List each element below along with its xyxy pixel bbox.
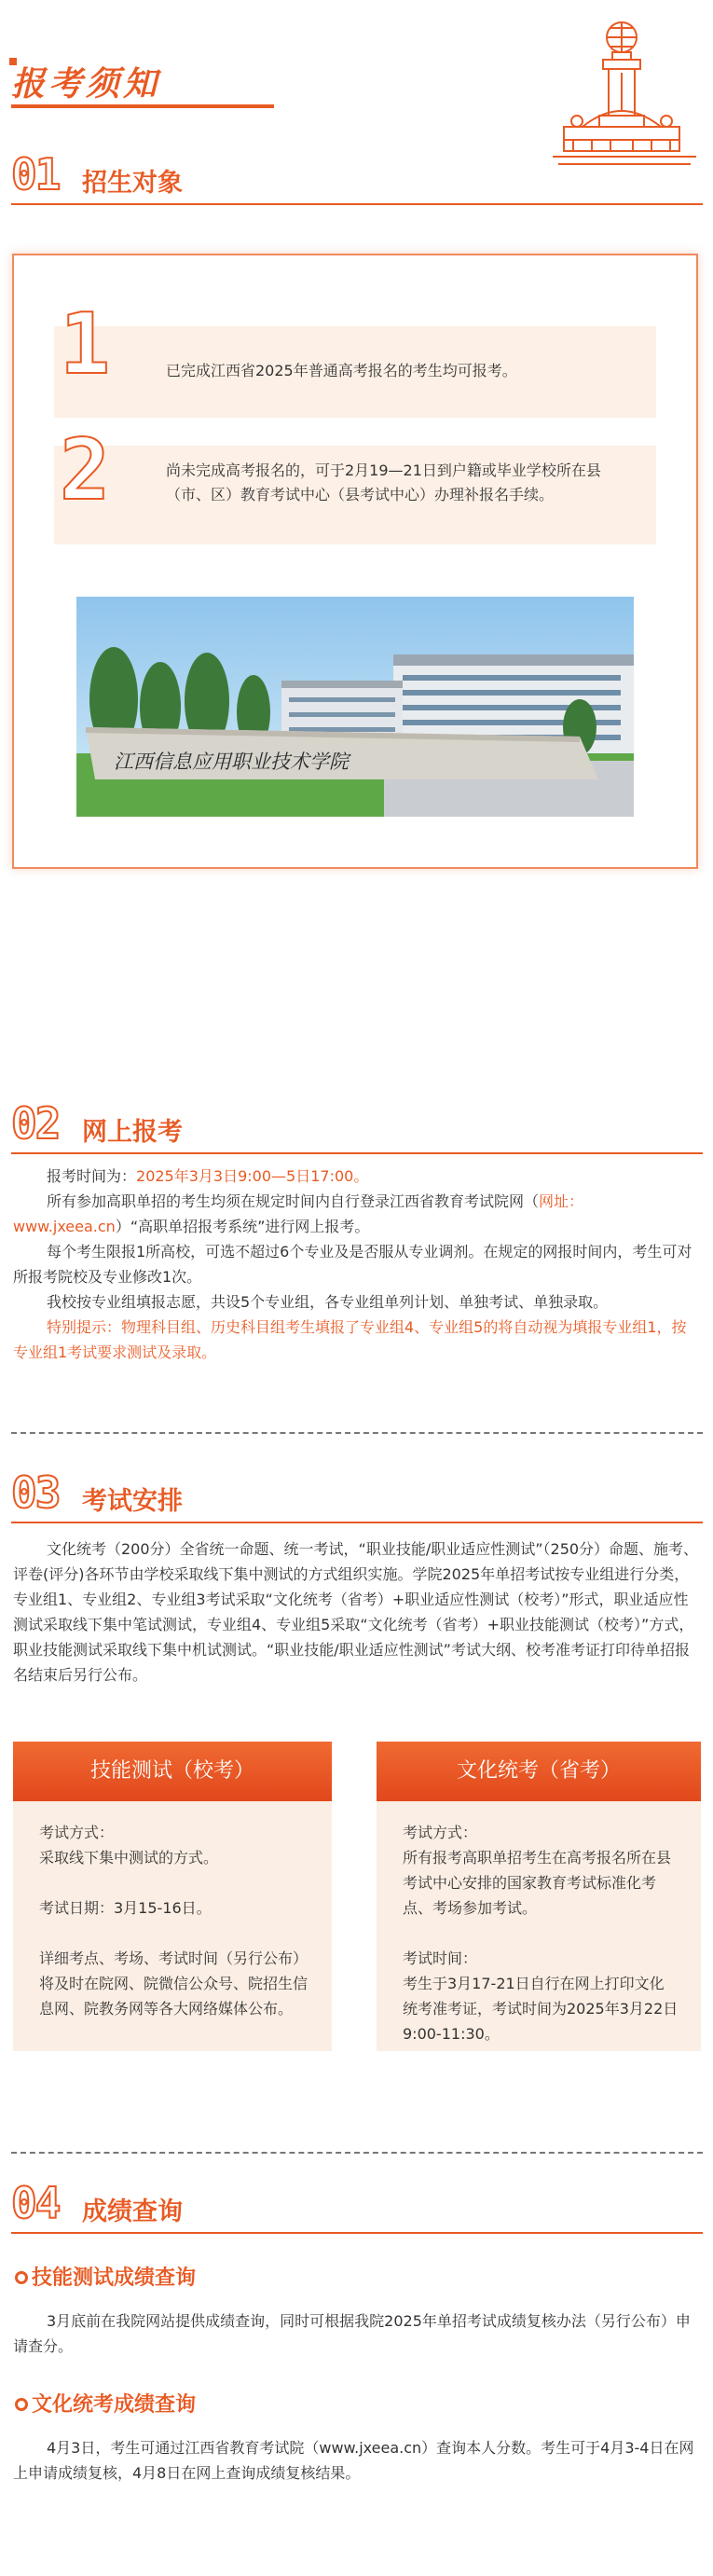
sub-bullet-icon [15,2398,28,2411]
section-2-divider [11,1152,703,1154]
card-culture-spacer [403,1921,679,1946]
registration-login-text-2: ）“高职单招报考系统”进行网上报考。 [115,1218,370,1235]
card-skill-test [13,1742,332,2051]
section-4-divider [11,2232,703,2234]
page-title: 报考须知 [11,65,161,103]
section-2-number: 02 [11,1098,60,1149]
section-3-title: 考试安排 [82,1487,183,1516]
section-4-title: 成绩查询 [82,2197,183,2226]
eligibility-item-2-text: 尚未完成高考报名的，可于2月19—21日到户籍或毕业学校所在县（市、区）教育考试中心（县考试中心）办理补报名手续。 [166,461,601,503]
registration-login [13,1189,701,1239]
card-culture-exam-body [377,1801,701,2051]
registration-info [13,1164,701,1365]
registration-time-value: 2025年3月3日9:00—5日17:00。 [136,1167,369,1185]
exam-intro: 文化统考（200分）全省统一命题、统一考试，“职业技能/职业适应性测试”（250分）命题、施考、评卷(评分)各环节由学校采取线下集中测试的方式组织实施。学院2025年单招考试按专业组进行分类，专业组1、专业组2、专业组3考试采取“文化统考（省考）+职业适应性测试（校考）”形式，职业适应性测试采取线下集中笔试测试，专业组4、专业组5采取“文化统考（省考）+职业技能测试（校考）”方式，职业技能测试采取线下集中机试测试。“职业技能/职业适应性测试”考试大纲、校考准考证打印待单招报名结束后另行公布。 [13,1540,699,1684]
card-culture-line: 考试时间： [403,1949,478,1967]
section-1-number: 01 [11,149,60,200]
section-3-number: 03 [11,1467,60,1518]
card-skill-line: 采取线下集中测试的方式。 [39,1849,219,1867]
section-3-divider [11,1522,703,1523]
title-underline [11,104,274,108]
registration-time-label: 报考时间为： [47,1167,137,1185]
card-skill-line: 考试方式： [39,1824,115,1841]
card-skill-spacer [39,1921,309,1946]
card-culture-exam [377,1742,701,2051]
campus-sign-text: 江西信息应用职业技术学院 [114,751,349,773]
registration-login-text: 所有参加高职单招的考生均须在规定时间内自行登录江西省教育考试院网（ [47,1192,540,1210]
card-skill-line: 考试日期：3月15-16日。 [39,1899,212,1917]
card-skill-spacer [39,1870,309,1895]
eligibility-item-1-number: 1 [60,296,111,393]
card-culture-exam-title: 文化统考（省考） [377,1742,701,1801]
skill-score-text: 3月底前在我院网站提供成绩查询，同时可根据我院2025年单招考试成绩复核办法（另行公布）申请查分。 [13,2312,691,2355]
special-notice: 特别提示：物理科目组、历史科目组考生填报了专业组4、专业组5的将自动视为填报专业组1，按专业组1考试要求测试及录取。 [13,1318,687,1361]
card-skill-test-title: 技能测试（校考） [13,1742,332,1801]
culture-score-text: 4月3日，考生可通过江西省教育考试院（www.jxeea.cn）查询本人分数。考生可于4月3-4日在网上申请成绩复核，4月8日在网上查询成绩复核结果。 [13,2439,694,2482]
registration-time [13,1164,701,1189]
dashed-divider-1 [11,1432,703,1434]
tower-illustration-icon [545,17,704,173]
skill-score-title: 技能测试成绩查询 [32,2266,197,2290]
culture-score-title: 文化统考成绩查询 [32,2393,197,2417]
card-skill-test-body [13,1801,332,2051]
registration-groups: 我校按专业组填报志愿，共设5个专业组，各专业组单列计划、单独考试、单独录取。 [47,1293,609,1311]
card-culture-line: 考试方式： [403,1824,478,1841]
campus-photo [76,597,634,817]
sub-bullet-icon [15,2271,28,2284]
section-1-divider [11,203,703,205]
section-1-title: 招生对象 [82,169,183,198]
registration-limit: 每个考生限报1所高校，可选不超过6个专业及是否服从专业调剂。在规定的网报时间内，考生可对所报考院校及专业修改1次。 [13,1243,692,1286]
jxeea-link[interactable]: 网址：www.jxeea.cn [13,1192,584,1235]
card-culture-line: 所有报考高职单招考生在高考报名所在县考试中心安排的国家教育考试标准化考点、考场参加考试。 [403,1849,672,1917]
section-2-title: 网上报考 [82,1118,183,1147]
dashed-divider-2 [11,2152,703,2154]
card-skill-line: 详细考点、考场、考试时间（另行公布）将及时在院网、院微信公众号、院招生信息网、院教务网等各大网络媒体公布。 [39,1949,309,2018]
card-culture-line: 考生于3月17-21日自行在网上打印文化统考准考证，考试时间为2025年3月22日9:00-11:30。 [403,1975,679,2043]
eligibility-item-1-text: 已完成江西省2025年普通高考报名的考生均可报考。 [166,362,517,379]
section-4-number: 04 [11,2178,60,2228]
eligibility-item-2-number: 2 [60,421,111,519]
